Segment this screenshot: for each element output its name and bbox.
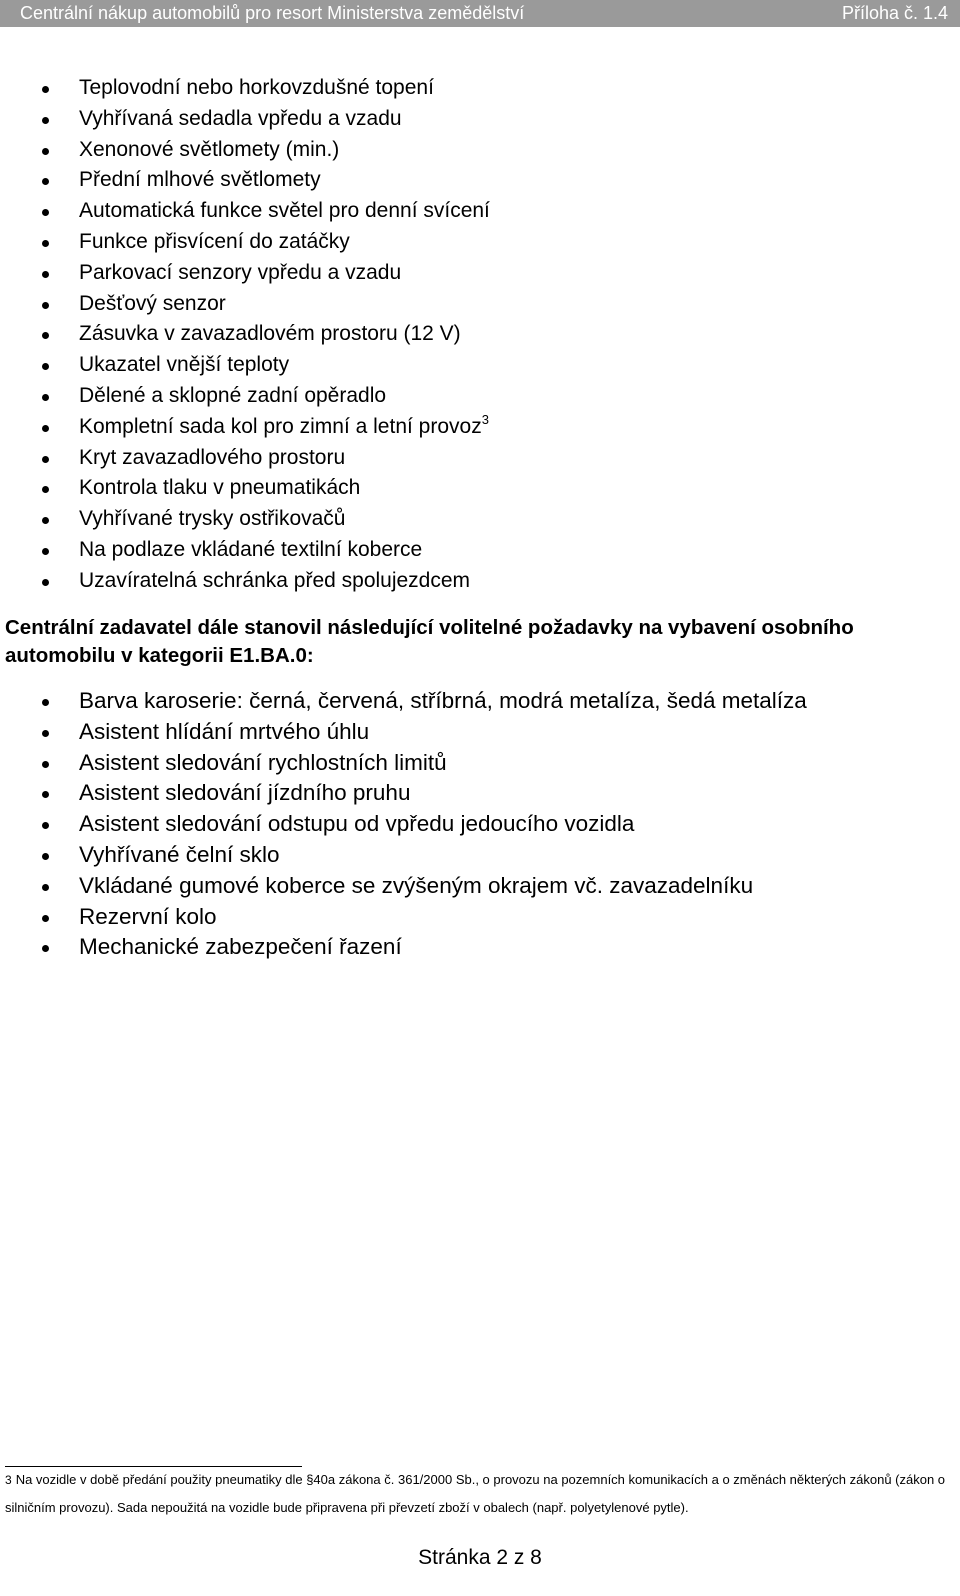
bullet-icon xyxy=(42,394,49,401)
header-attachment-label: Příloha č. 1.4 xyxy=(841,3,948,23)
list-item: Asistent hlídání mrtvého úhlu xyxy=(0,717,807,748)
bullet-icon xyxy=(42,699,49,706)
list-item: Na podlaze vkládané textilní koberce xyxy=(0,535,490,566)
list-item: Zásuvka v zavazadlovém prostoru (12 V) xyxy=(0,319,490,350)
footnote xyxy=(5,1466,950,1521)
list-item: Ukazatel vnější teploty xyxy=(0,350,490,381)
bullet-icon xyxy=(42,517,49,524)
list-item: Vyhřívaná sedadla vpředu a vzadu xyxy=(0,104,490,135)
bullet-icon xyxy=(42,730,49,737)
list-item: Teplovodní nebo horkovzdušné topení xyxy=(0,73,490,104)
list-item: Xenonové světlomety (min.) xyxy=(0,135,490,166)
list-item: Kryt zavazadlového prostoru xyxy=(0,443,490,474)
bullet-icon xyxy=(42,456,49,463)
bullet-icon xyxy=(42,240,49,247)
header-title: Centrální nákup automobilů pro resort Ministerstva zemědělství xyxy=(20,3,525,23)
bullet-icon xyxy=(42,884,49,891)
list-item: Funkce přisvícení do zatáčky xyxy=(0,227,490,258)
bullet-icon xyxy=(42,945,49,952)
bullet-icon xyxy=(42,332,49,339)
list-item: Dešťový senzor xyxy=(0,289,490,320)
bullet-icon xyxy=(42,178,49,185)
list-item: Kompletní sada kol pro zimní a letní provoz$^3$ xyxy=(0,412,490,443)
optional-requirements-heading: Centrální zadavatel dále stanovil následující volitelné požadavky na vybavení osobního automobilu v kategorii E1.BA.0: xyxy=(5,616,854,667)
page-number: Stránka 2 z 8 xyxy=(418,1546,542,1569)
list-item: Automatická funkce světel pro denní svícení xyxy=(0,196,490,227)
list-item: Barva karoserie: černá, červená, stříbrná, modrá metalíza, šedá metalíza xyxy=(0,686,807,717)
bullet-icon xyxy=(42,302,49,309)
standard-equipment-list xyxy=(0,73,490,597)
bullet-icon xyxy=(42,853,49,860)
list-item: Rezervní kolo xyxy=(0,902,807,933)
list-item: Vkládané gumové koberce se zvýšeným okrajem vč. zavazadelníku xyxy=(0,871,807,902)
bullet-icon xyxy=(42,915,49,922)
bullet-icon xyxy=(42,209,49,216)
list-item: Mechanické zabezpečení řazení xyxy=(0,932,807,963)
page-header xyxy=(0,0,960,27)
bullet-icon xyxy=(42,86,49,93)
list-item: Vyhřívané čelní sklo xyxy=(0,840,807,871)
bullet-icon xyxy=(42,579,49,586)
bullet-icon xyxy=(42,148,49,155)
list-item: Dělené a sklopné zadní opěradlo xyxy=(0,381,490,412)
bullet-icon xyxy=(42,548,49,555)
bullet-icon xyxy=(42,822,49,829)
bullet-icon xyxy=(42,486,49,493)
list-item: Uzavíratelná schránka před spolujezdcem xyxy=(0,566,490,597)
list-item: Asistent sledování jízdního pruhu xyxy=(0,778,807,809)
footnote-number: 3 xyxy=(5,1473,12,1487)
list-item: Asistent sledování odstupu od vpředu jedoucího vozidla xyxy=(0,809,807,840)
list-item: Asistent sledování rychlostních limitů xyxy=(0,748,807,779)
list-item: Kontrola tlaku v pneumatikách xyxy=(0,473,490,504)
list-item: Přední mlhové světlomety xyxy=(0,165,490,196)
bullet-icon xyxy=(42,117,49,124)
list-item: Vyhřívané trysky ostřikovačů xyxy=(0,504,490,535)
bullet-icon xyxy=(42,271,49,278)
footnote-text: Na vozidle v době předání použity pneumatiky dle §40a zákona č. 361/2000 Sb., o provozu na pozemních komunikacích a o změnách některých zákonů (zákon o silničním provozu). Sada nepoužitá na vozidle bude připravena při převzetí zboží v obalech (např. polyetylenové pytle). xyxy=(5,1472,946,1515)
bullet-icon xyxy=(42,791,49,798)
bullet-icon xyxy=(42,425,49,432)
bullet-icon xyxy=(42,363,49,370)
footnote-marker[interactable]: 3 xyxy=(481,411,489,427)
optional-equipment-list xyxy=(0,686,807,963)
bullet-icon xyxy=(42,761,49,768)
list-item: Parkovací senzory vpředu a vzadu xyxy=(0,258,490,289)
